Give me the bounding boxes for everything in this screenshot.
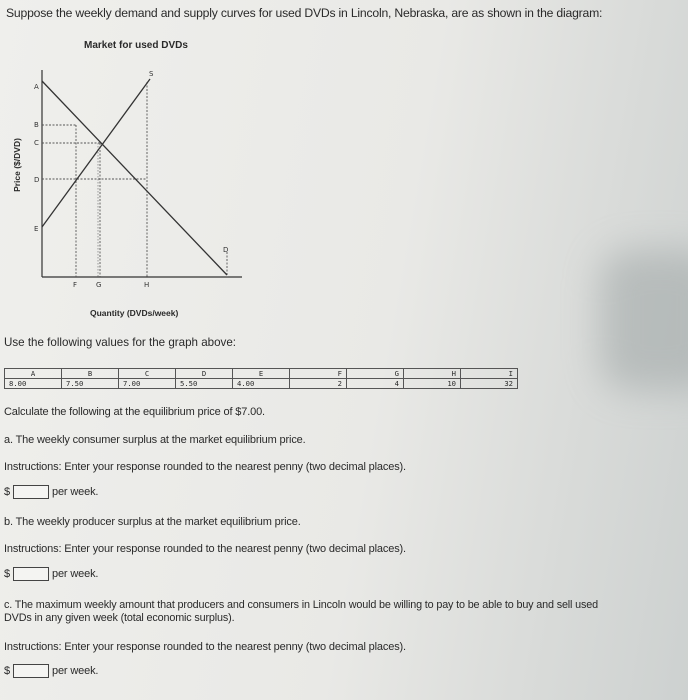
part-b-currency: $ (4, 568, 11, 580)
part-a-answer-input[interactable] (13, 485, 49, 499)
table-header-row (5, 369, 518, 379)
supply-curve (42, 79, 150, 227)
y-tick-C: C (34, 139, 39, 147)
part-b-unit: per week. (52, 568, 99, 580)
chart-title: Market for used DVDs (84, 40, 188, 51)
part-c-instructions: Instructions: Enter your response rounded to the nearest penny (two decimal places). (4, 641, 406, 653)
table-header-cell: G (347, 369, 404, 379)
table-header-cell: H (404, 369, 461, 379)
table-header-cell: D (176, 369, 233, 379)
table-header-cell: B (62, 369, 119, 379)
part-a-currency: $ (4, 486, 11, 498)
y-tick-B: B (34, 121, 39, 129)
table-cell: 32 (461, 379, 518, 389)
use-values-text: Use the following values for the graph above: (4, 336, 237, 349)
table-cell: 4 (347, 379, 404, 389)
table-header-cell: F (290, 369, 347, 379)
part-c-question-line1: c. The maximum weekly amount that producers and consumers in Lincoln would be willing to pay to be able to buy and sell used (4, 599, 598, 611)
values-table (4, 368, 518, 389)
table-cell: 7.50 (62, 379, 119, 389)
y-tick-A: A (34, 83, 39, 91)
intro-text: Suppose the weekly demand and supply curves for used DVDs in Lincoln, Nebraska, are as shown in the diagram: (6, 6, 603, 20)
part-b-instructions: Instructions: Enter your response rounded to the nearest penny (two decimal places). (4, 543, 406, 555)
x-tick-F: F (73, 281, 78, 289)
table-cell: 8.00 (5, 379, 62, 389)
table-cell: 2 (290, 379, 347, 389)
table-cell: 10 (404, 379, 461, 389)
part-a-unit: per week. (52, 486, 99, 498)
supply-demand-chart (20, 62, 250, 302)
table-header-cell: C (119, 369, 176, 379)
part-b-answer-input[interactable] (13, 567, 49, 581)
x-tick-H: H (144, 281, 150, 289)
part-b-question: b. The weekly producer surplus at the market equilibrium price. (4, 516, 301, 528)
demand-curve-label: D (223, 246, 229, 254)
x-axis-label: Quantity (DVDs/week) (90, 308, 179, 318)
table-row (5, 379, 518, 389)
x-tick-G: G (96, 281, 102, 289)
table-header-cell: I (461, 369, 518, 379)
calc-intro: Calculate the following at the equilibrium price of $7.00. (4, 406, 265, 418)
y-axis-label: Price ($/DVD) (11, 138, 22, 192)
part-c-question-line2: DVDs in any given week (total economic surplus). (4, 612, 235, 624)
part-c-unit: per week. (52, 665, 99, 677)
part-a-instructions: Instructions: Enter your response rounded to the nearest penny (two decimal places). (4, 461, 406, 473)
part-c-currency: $ (4, 665, 11, 677)
demand-curve (42, 81, 227, 275)
part-a-question: a. The weekly consumer surplus at the market equilibrium price. (4, 434, 306, 446)
table-cell: 4.00 (233, 379, 290, 389)
photo-shadow (600, 250, 688, 390)
table-header-cell: E (233, 369, 290, 379)
table-header-cell: A (5, 369, 62, 379)
part-c-answer-input[interactable] (13, 664, 49, 678)
table-cell: 7.00 (119, 379, 176, 389)
y-tick-D: D (34, 176, 40, 184)
supply-curve-label: S (149, 70, 154, 78)
table-cell: 5.50 (176, 379, 233, 389)
y-tick-E: E (34, 225, 39, 233)
